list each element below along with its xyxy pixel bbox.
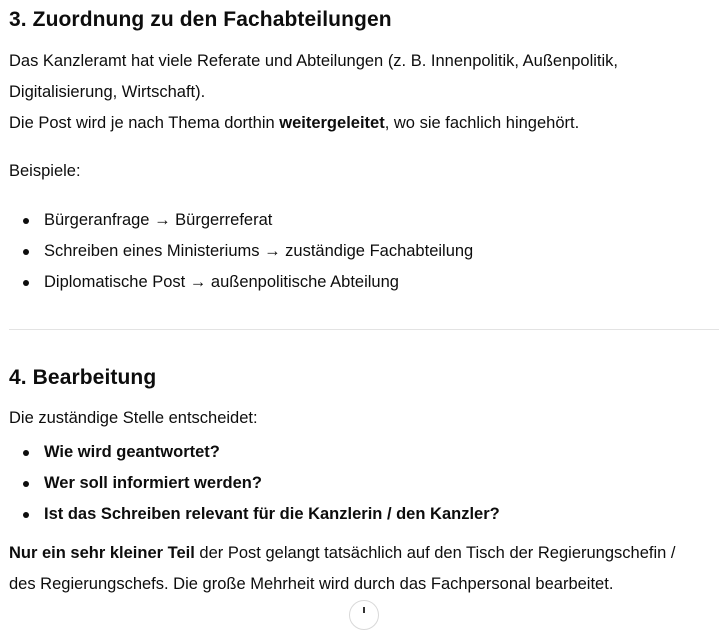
bullet-icon [23,512,29,518]
list-item [0,499,500,530]
bullet-icon [23,218,29,224]
closing-line-1: der Post gelangt tatsächlich auf den Tisch der Regierungschefin / [194,544,676,562]
list-item-text: Wer soll informiert werden? [44,474,262,492]
list-item [0,437,500,468]
bullet-icon [23,280,29,286]
bullet-icon [23,249,29,255]
section-4-heading: 4. Bearbeitung [9,366,157,389]
list-item [0,236,473,267]
list-item-text: Bürgeranfrage → Bürgerreferat [44,211,273,229]
intro-line-3-bold: weitergeleitet [279,114,385,132]
section-4-closing [9,538,675,600]
list-item-text: Ist das Schreiben relevant für die Kanzlerin / den Kanzler? [44,505,500,523]
questions-list [0,437,500,530]
scroll-down-button[interactable] [349,600,379,630]
closing-bold: Nur ein sehr kleiner Teil [9,544,195,562]
section-4-intro: Die zuständige Stelle entscheidet: [9,409,258,427]
list-item [0,205,473,236]
list-item-text: Schreiben eines Ministeriums → zuständige Fachabteilung [44,242,474,260]
intro-line-3-post: , wo sie fachlich hingehört. [384,114,580,132]
list-item-text: Wie wird geantwortet? [44,443,220,461]
list-item [0,267,473,298]
list-item-text: Diplomatische Post → außenpolitische Abteilung [44,273,399,291]
list-item [0,468,500,499]
examples-list [0,205,473,298]
intro-line-1: Das Kanzleramt hat viele Referate und Abteilungen (z. B. Innenpolitik, Außenpolitik, [9,52,619,70]
intro-line-3-pre: Die Post wird je nach Thema dorthin [9,114,280,132]
section-3-heading: 3. Zuordnung zu den Fachabteilungen [9,8,392,31]
arrow-down-icon [363,607,365,613]
section-divider [9,329,719,330]
section-3-intro [9,46,618,139]
closing-line-2: des Regierungschefs. Die große Mehrheit wird durch das Fachpersonal bearbeitet. [9,575,614,593]
bullet-icon [23,450,29,456]
bullet-icon [23,481,29,487]
examples-label: Beispiele: [9,162,81,180]
intro-line-2: Digitalisierung, Wirtschaft). [9,83,206,101]
